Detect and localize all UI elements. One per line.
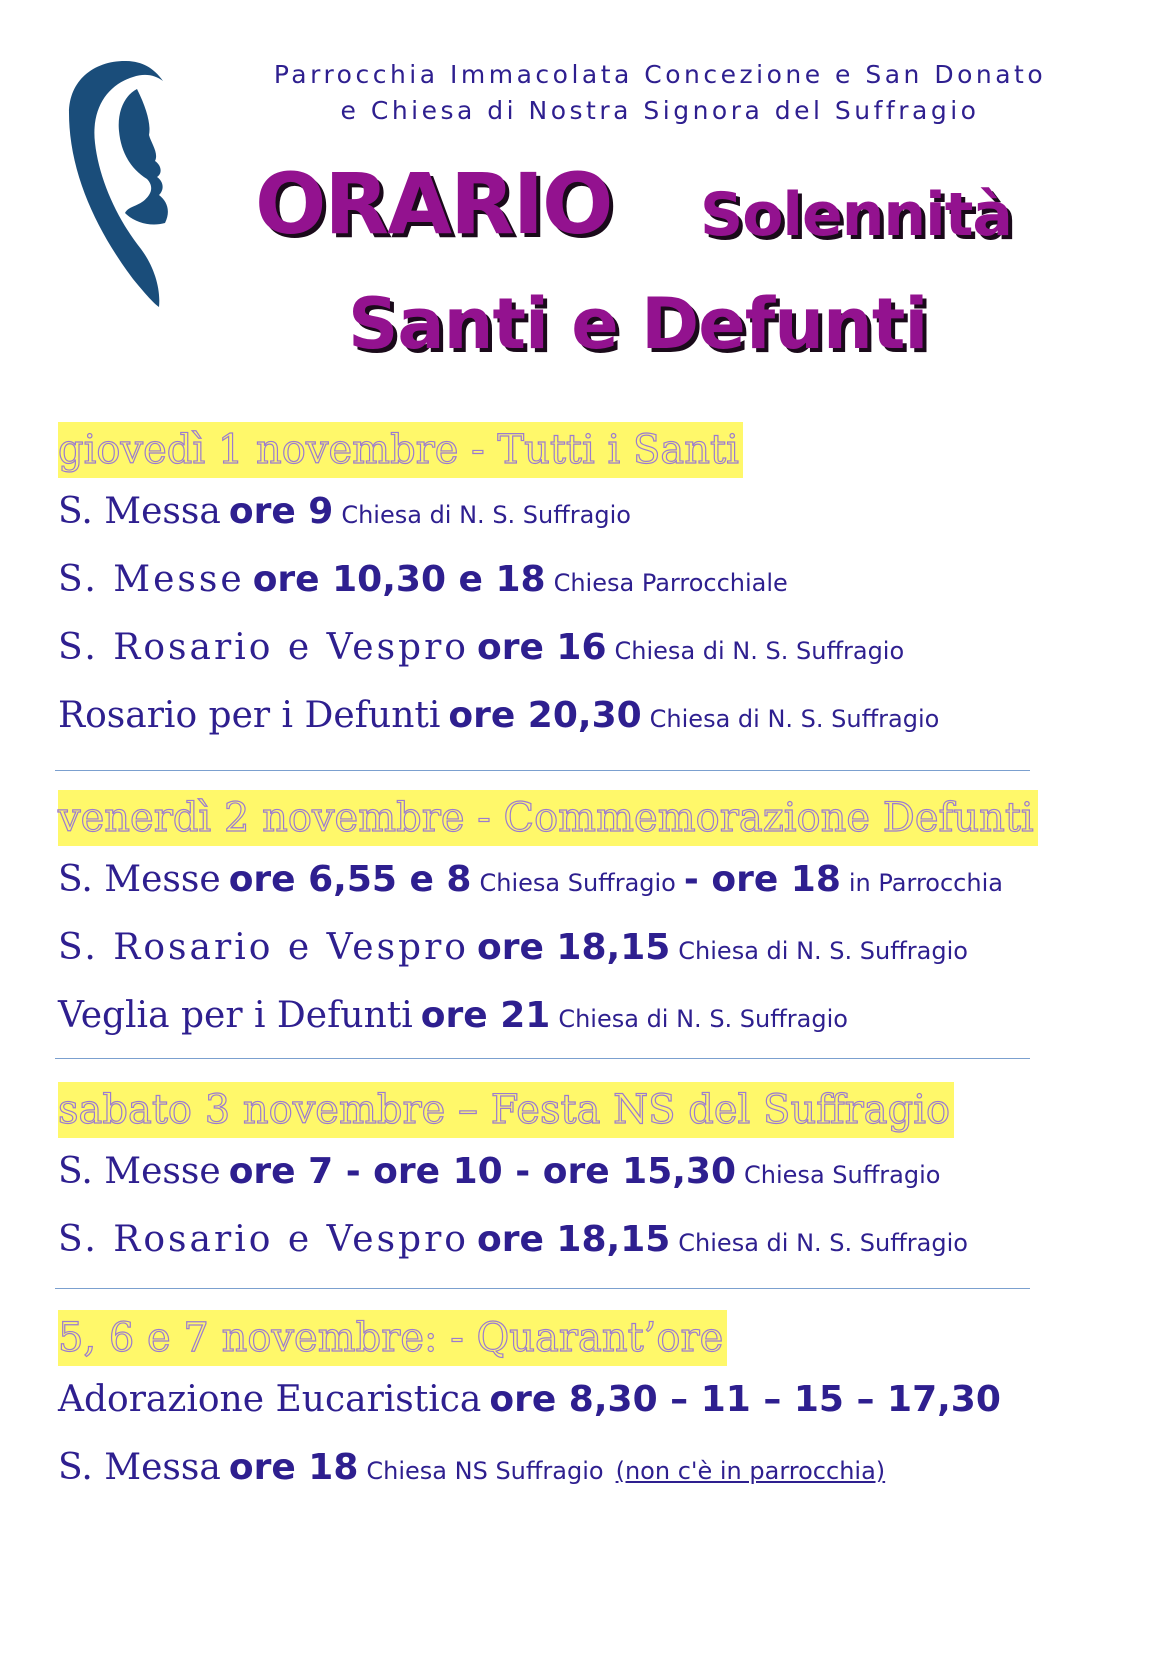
event-time: ore 6,55 e 8	[228, 859, 472, 900]
section-title: 5, 6 e 7 novembre: - Quarant’ore	[58, 1310, 727, 1366]
schedule-row	[58, 682, 1118, 750]
event-name: S. Rosario e Vespro	[58, 927, 469, 968]
schedule-row	[58, 478, 1118, 546]
event-name: S. Rosario e Vespro	[58, 627, 469, 668]
divider	[55, 770, 1030, 771]
header-line-2: e Chiesa di Nostra Signora del Suffragio	[340, 96, 980, 125]
event-name: Veglia per i Defunti	[58, 995, 413, 1036]
schedule-row	[58, 982, 1118, 1050]
section-festa-suffragio	[58, 1082, 1118, 1274]
event-place: Chiesa di N. S. Suffragio	[678, 937, 968, 965]
event-place: Chiesa di N. S. Suffragio	[341, 501, 631, 529]
section-title: sabato 3 novembre – Festa NS del Suffragio	[58, 1082, 954, 1138]
event-place: Chiesa di N. S. Suffragio	[614, 637, 905, 665]
event-name: S. Messe	[58, 559, 245, 600]
event-time: ore 18,15	[476, 927, 671, 968]
page-title-orario: ORARIO	[255, 155, 612, 253]
section-quarantore	[58, 1310, 1118, 1502]
event-place-2: in Parrocchia	[848, 869, 1003, 897]
madonna-silhouette-icon	[55, 55, 185, 315]
section-title: giovedì 1 novembre - Tutti i Santi	[58, 422, 743, 478]
event-time: ore 18,15	[476, 1219, 671, 1260]
schedule-row	[58, 1366, 1118, 1434]
event-name: S. Messe	[58, 1151, 221, 1192]
event-time: ore 9	[228, 491, 334, 532]
event-time: ore 16	[476, 627, 607, 668]
event-name: S. Messa	[58, 491, 221, 532]
event-place: Chiesa di N. S. Suffragio	[678, 1229, 968, 1257]
schedule-row	[58, 1434, 1118, 1502]
event-time: ore 8,30 – 11 – 15 – 17,30	[489, 1379, 1001, 1420]
event-time: ore 10,30 e 18	[252, 559, 546, 600]
section-title: venerdì 2 novembre - Commemorazione Defunti	[58, 790, 1038, 846]
event-name: Adorazione Eucaristica	[58, 1379, 482, 1420]
event-name: S. Messe	[58, 859, 221, 900]
event-time: ore 21	[420, 995, 551, 1036]
event-place: Chiesa Suffragio	[744, 1161, 941, 1189]
event-name: S. Rosario e Vespro	[58, 1219, 469, 1260]
event-place: Chiesa Suffragio	[479, 869, 676, 897]
divider	[55, 1058, 1030, 1059]
section-commemorazione-defunti	[58, 790, 1118, 1050]
schedule-row	[58, 914, 1118, 982]
event-name: S. Messa	[58, 1447, 221, 1488]
schedule-row	[58, 1206, 1118, 1274]
event-name: Rosario per i Defunti	[58, 695, 441, 736]
schedule-row	[58, 546, 1118, 614]
header-line-1: Parrocchia Immacolata Concezione e San Donato	[273, 60, 1047, 89]
page-title-solennita: Solennità	[700, 180, 1012, 250]
schedule-row	[58, 1138, 1118, 1206]
event-place: Chiesa di N. S. Suffragio	[558, 1005, 848, 1033]
event-place: Chiesa di N. S. Suffragio	[649, 705, 940, 733]
event-time-2: - ore 18	[683, 859, 841, 900]
event-time: ore 7 - ore 10 - ore 15,30	[228, 1151, 737, 1192]
schedule-row	[58, 614, 1118, 682]
schedule-row	[58, 846, 1118, 914]
divider	[55, 1288, 1030, 1289]
event-note: (non c'è in parrocchia)	[615, 1457, 886, 1485]
event-time: ore 20,30	[448, 695, 642, 736]
event-place: Chiesa NS Suffragio	[366, 1457, 604, 1485]
section-tutti-i-santi	[58, 422, 1118, 750]
event-place: Chiesa Parrocchiale	[553, 569, 788, 597]
event-time: ore 18	[228, 1447, 359, 1488]
page-title-santi-defunti: Santi e Defunti	[348, 283, 928, 365]
